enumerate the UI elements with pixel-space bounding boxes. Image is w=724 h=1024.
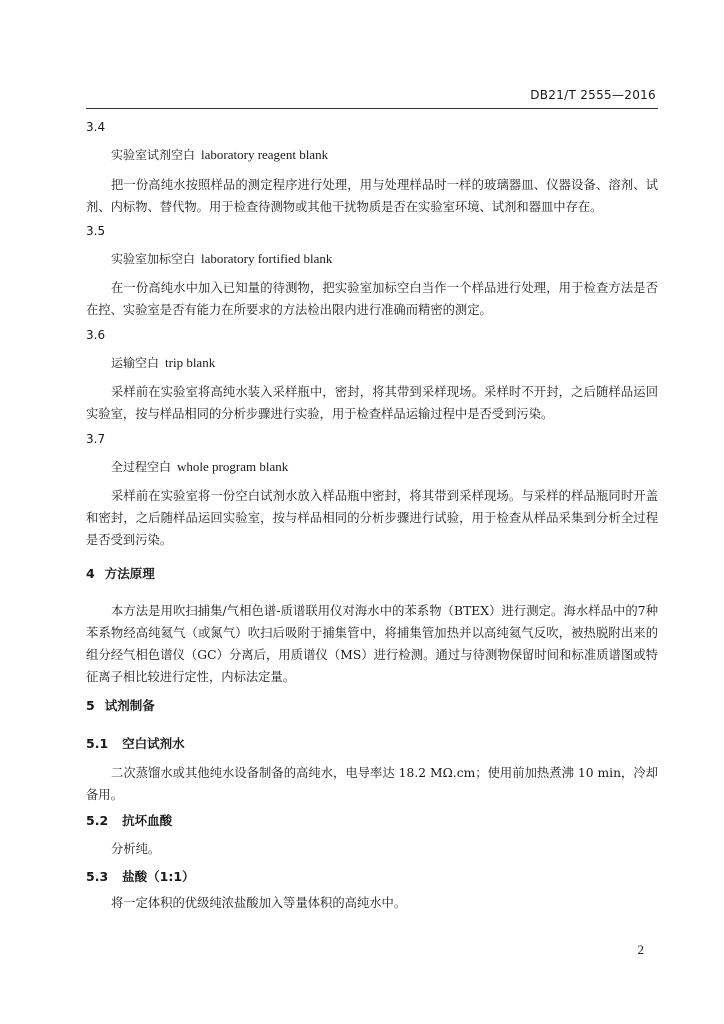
- section-number: 5: [86, 698, 95, 713]
- header-rule: [86, 108, 658, 109]
- term-en: whole program blank: [177, 459, 289, 474]
- term-cn: 运输空白: [111, 356, 160, 370]
- subsection-body: 二次蒸馏水或其他纯水设备制备的高纯水，电导率达 18.2 MΩ.cm；使用前加热煮沸 10 min，冷却备用。: [86, 766, 658, 802]
- subsection-title: 抗坏血酸: [122, 813, 173, 828]
- clause-number: 3.6: [86, 328, 106, 342]
- section-title: 方法原理: [104, 566, 155, 581]
- subsection-number: 5.3: [86, 869, 109, 884]
- subsection-number: 5.2: [86, 813, 109, 828]
- term-heading: [86, 144, 683, 166]
- term-en: laboratory reagent blank: [201, 147, 329, 162]
- clause-body: 采样前在实验室将一份空白试剂水放入样品瓶中密封，将其带到采样现场。与采样的样品瓶同时开盖和密封，之后随样品运回实验室，按与样品相同的分析步骤进行试验，用于检查从样品采集到分析全过程是否受到污染。: [86, 489, 658, 547]
- term-cn: 全过程空白: [111, 460, 172, 474]
- section-title: 试剂制备: [104, 698, 155, 713]
- term-heading: [86, 248, 683, 270]
- section-heading: [86, 695, 658, 717]
- clause-number: 3.5: [86, 224, 106, 238]
- section-heading: [86, 563, 658, 585]
- subsection-heading: [86, 733, 658, 755]
- subsection-title: 空白试剂水: [122, 736, 185, 751]
- subsection-body: 将一定体积的优级纯浓盐酸加入等量体积的高纯水中。: [111, 896, 407, 910]
- term-heading: [86, 456, 683, 478]
- term-cn: 实验室加标空白: [111, 252, 196, 266]
- subsection-title: 盐酸（1:1）: [122, 869, 195, 884]
- term-en: trip blank: [165, 355, 216, 370]
- section-number: 4: [86, 566, 95, 581]
- clause-body: 在一份高纯水中加入已知量的待测物，把实验室加标空白当作一个样品进行处理，用于检查方法是否在控、实验室是否有能力在所要求的方法检出限内进行准确而精密的测定。: [86, 281, 658, 317]
- term-cn: 实验室试剂空白: [111, 148, 196, 162]
- subsection-number: 5.1: [86, 736, 109, 751]
- clause-number: 3.4: [86, 120, 106, 134]
- term-heading: [86, 352, 683, 374]
- page-number: 2: [637, 942, 644, 957]
- subsection-heading: [86, 866, 658, 888]
- clause-body: 把一份高纯水按照样品的测定程序进行处理，用与处理样品时一样的玻璃器皿、仪器设备、溶剂、试剂、内标物、替代物。用于检查待测物或其他干扰物质是否在实验室环境、试剂和器皿中存在。: [86, 178, 658, 214]
- subsection-body: 分析纯。: [111, 842, 161, 856]
- term-en: laboratory fortified blank: [201, 251, 333, 266]
- section-body: 本方法是用吹扫捕集/气相色谱-质谱联用仪对海水中的苯系物（BTEX）进行测定。海水样品中的7种苯系物经高纯氦气（或氮气）吹扫后吸附于捕集管中，将捕集管加热并以高纯氦气反吹，被热脱附出来的组分经气相色谱仪（GC）分离后，用质谱仪（MS）进行检测。通过与待测物保留时间和标准质谱图或特征离子相比较进行定性，内标法定量。: [86, 604, 658, 684]
- clause-body: 采样前在实验室将高纯水装入采样瓶中，密封，将其带到采样现场。采样时不开封，之后随样品运回实验室，按与样品相同的分析步骤进行实验，用于检查样品运输过程中是否受到污染。: [86, 385, 658, 421]
- standard-code: DB21/T 2555—2016: [530, 88, 656, 102]
- subsection-heading: [86, 810, 658, 832]
- clause-number: 3.7: [86, 432, 106, 446]
